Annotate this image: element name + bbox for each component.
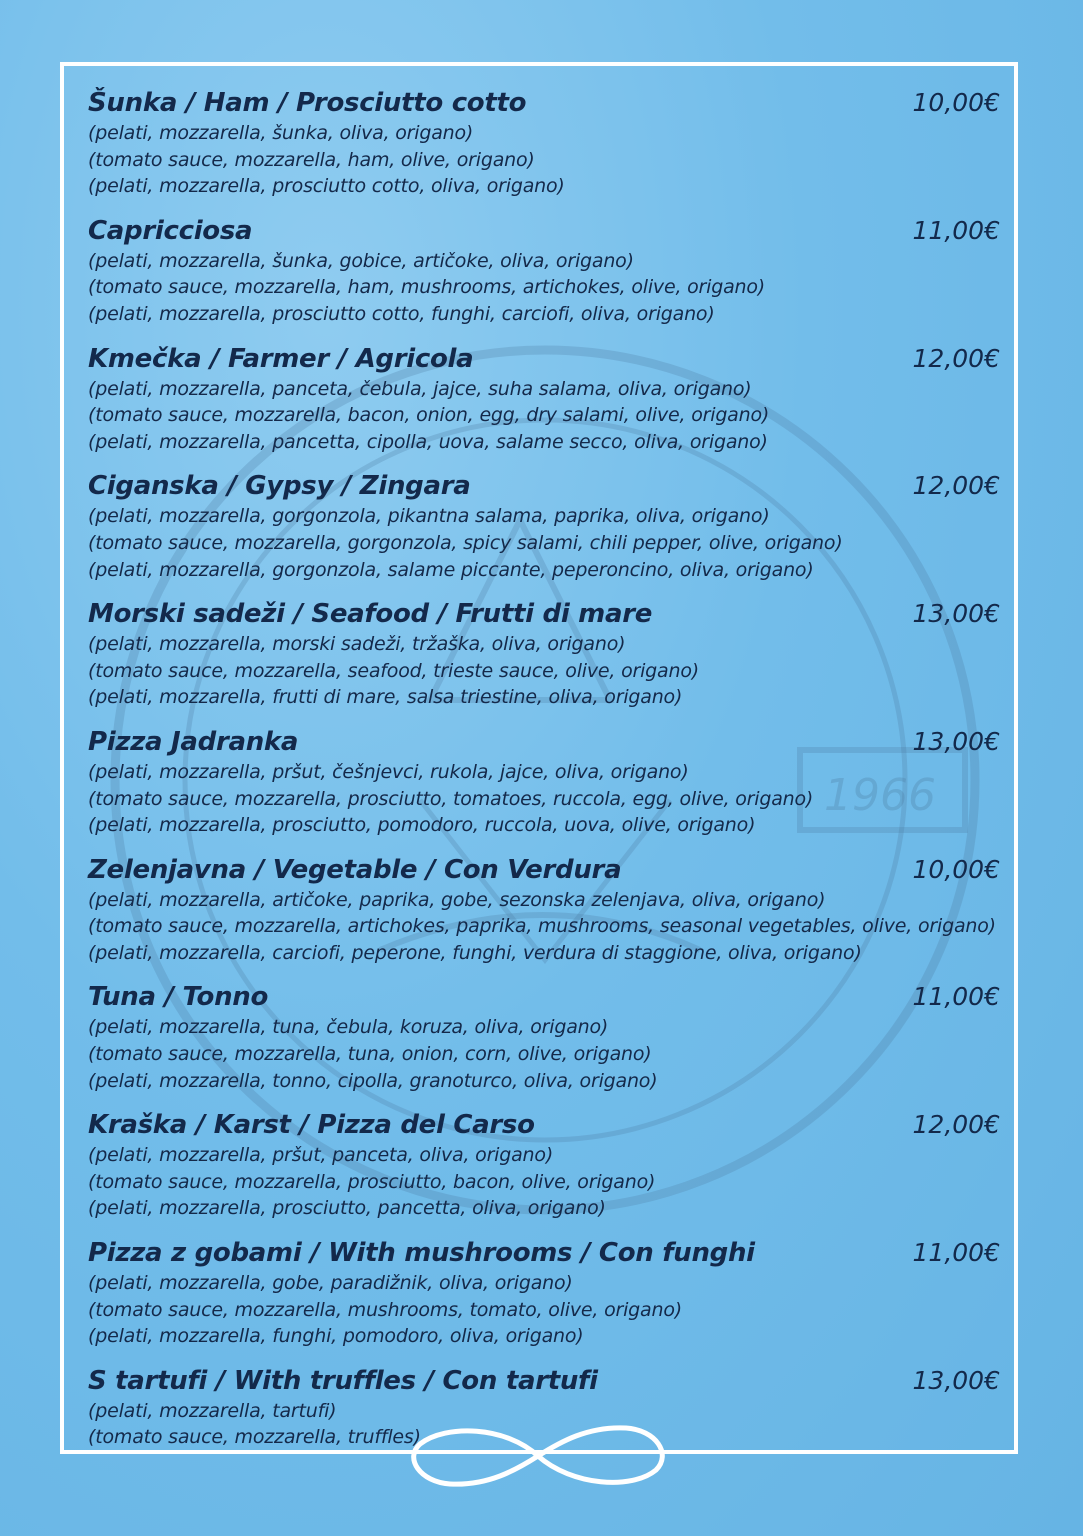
item-ingredients-en: (tomato sauce, mozzarella, artichokes, paprika, mushrooms, seasonal vegetables, olive, origano) [88, 915, 996, 938]
item-name: S tartufi / With truffles / Con tartufi [88, 1365, 598, 1396]
menu-item-kmecka [88, 342, 1000, 456]
item-ingredients-en: (tomato sauce, mozzarella, tuna, onion, corn, olive, origano) [88, 1043, 652, 1066]
item-ingredients-it: (pelati, mozzarella, prosciutto, pomodoro, ruccola, uova, olive, origano) [88, 814, 756, 837]
item-ingredients-it: (pelati, mozzarella, prosciutto cotto, oliva, origano) [88, 175, 565, 198]
item-name: Šunka / Ham / Prosciutto cotto [88, 88, 527, 118]
item-ingredients-sl: (pelati, mozzarella, šunka, oliva, origano) [88, 122, 474, 144]
item-ingredients-en: (tomato sauce, mozzarella, seafood, trieste sauce, olive, origano) [88, 659, 699, 682]
item-name: Kraška / Karst / Pizza del Carso [88, 1110, 535, 1141]
item-price: 13,00€ [912, 726, 1000, 756]
item-ingredients-it: (pelati, mozzarella, prosciutto, pancetta, oliva, origano) [88, 1197, 606, 1220]
item-name: Pizza z gobami / With mushrooms / Con funghi [88, 1238, 755, 1269]
item-price: 12,00€ [912, 1110, 1000, 1140]
item-ingredients-it: (pelati, mozzarella, prosciutto cotto, funghi, carciofi, oliva, origano) [88, 302, 715, 325]
menu-item-sunka [88, 86, 1000, 200]
pizza-menu [88, 86, 1000, 1465]
item-ingredients-it: (pelati, mozzarella, funghi, pomodoro, oliva, origano) [88, 1325, 584, 1348]
menu-item-tuna [88, 980, 1000, 1094]
item-ingredients-en: (tomato sauce, mozzarella, ham, mushrooms, artichokes, olive, origano) [88, 276, 766, 299]
item-ingredients-it: (pelati, mozzarella, carciofi, peperone, funghi, verdura di staggione, oliva, origano) [88, 941, 862, 964]
item-ingredients-sl: (pelati, mozzarella, gorgonzola, pikantna salama, paprika, oliva, origano) [88, 505, 770, 528]
menu-item-z-gobami [88, 1236, 1000, 1350]
rope-knot-ornament [406, 1420, 670, 1492]
item-price: 13,00€ [912, 599, 1000, 629]
item-name: Kmečka / Farmer / Agricola [88, 343, 474, 374]
menu-item-ciganska [88, 469, 1000, 583]
item-ingredients-sl: (pelati, mozzarella, artičoke, paprika, gobe, sezonska zelenjava, oliva, origano) [88, 888, 826, 911]
item-name: Pizza Jadranka [88, 726, 299, 757]
item-name: Morski sadeži / Seafood / Frutti di mare [88, 599, 653, 630]
item-price: 12,00€ [912, 471, 1000, 501]
menu-item-kraska [88, 1108, 1000, 1222]
stamp-year: 1966 [824, 770, 936, 821]
menu-item-jadranka [88, 725, 1000, 839]
item-ingredients-en: (tomato sauce, mozzarella, gorgonzola, spicy salami, chili pepper, olive, origano) [88, 531, 843, 554]
item-name: Tuna / Tonno [88, 982, 269, 1013]
item-price: 10,00€ [912, 854, 1000, 884]
item-ingredients-it: (pelati, mozzarella, frutti di mare, salsa triestine, oliva, origano) [88, 686, 683, 709]
item-ingredients-en: (tomato sauce, mozzarella, bacon, onion, egg, dry salami, olive, origano) [88, 404, 770, 427]
item-price: 10,00€ [912, 88, 1000, 117]
item-price: 11,00€ [912, 1238, 1000, 1268]
item-price: 13,00€ [912, 1365, 1000, 1395]
item-ingredients-it: (pelati, mozzarella, pancetta, cipolla, uova, salame secco, oliva, origano) [88, 430, 768, 453]
item-ingredients-it: (pelati, mozzarella, tonno, cipolla, granoturco, oliva, origano) [88, 1069, 658, 1092]
item-ingredients-sl: (pelati, mozzarella, panceta, čebula, jajce, suha salama, oliva, origano) [88, 377, 752, 400]
item-ingredients-sl: (pelati, mozzarella, gobe, paradižnik, oliva, origano) [88, 1272, 573, 1295]
item-ingredients-sl: (pelati, mozzarella, morski sadeži, tržaška, oliva, origano) [88, 633, 626, 656]
item-ingredients-sl: (pelati, mozzarella, tuna, čebula, koruza, oliva, origano) [88, 1016, 609, 1039]
item-ingredients-en: (tomato sauce, mozzarella, truffles) [88, 1426, 421, 1449]
item-price: 11,00€ [912, 982, 1000, 1012]
item-name: Capricciosa [88, 215, 253, 246]
item-ingredients-en: (tomato sauce, mozzarella, ham, olive, origano) [88, 148, 535, 171]
item-ingredients-en: (tomato sauce, mozzarella, prosciutto, bacon, olive, origano) [88, 1170, 656, 1193]
item-ingredients-sl: (pelati, mozzarella, tartufi) [88, 1399, 337, 1422]
item-ingredients-en: (tomato sauce, mozzarella, mushrooms, tomato, olive, origano) [88, 1298, 682, 1321]
item-ingredients-it: (pelati, mozzarella, gorgonzola, salame piccante, peperoncino, oliva, origano) [88, 558, 814, 581]
item-ingredients-sl: (pelati, mozzarella, pršut, češnjevci, rukola, jajce, oliva, origano) [88, 760, 689, 783]
item-ingredients-en: (tomato sauce, mozzarella, prosciutto, tomatoes, ruccola, egg, olive, origano) [88, 787, 814, 810]
item-name: Ciganska / Gypsy / Zingara [88, 471, 471, 502]
menu-item-capricciosa [88, 214, 1000, 328]
item-ingredients-sl: (pelati, mozzarella, šunka, gobice, artičoke, oliva, origano) [88, 249, 634, 272]
item-price: 12,00€ [912, 343, 1000, 373]
menu-item-morski-sadezi [88, 597, 1000, 711]
item-price: 11,00€ [912, 215, 1000, 245]
item-name: Zelenjavna / Vegetable / Con Verdura [88, 854, 622, 885]
item-ingredients-sl: (pelati, mozzarella, pršut, panceta, oliva, origano) [88, 1144, 554, 1167]
menu-item-zelenjavna [88, 853, 1000, 967]
